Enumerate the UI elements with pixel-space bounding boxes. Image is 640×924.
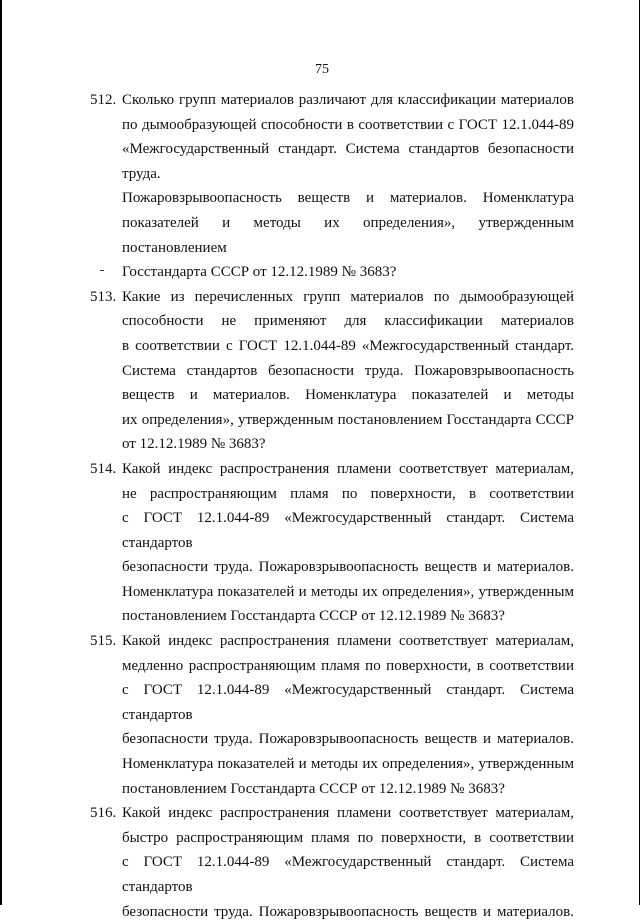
question-line: постановлением Госстандарта СССР от 12.12.1989 № 3683? bbox=[122, 780, 505, 797]
question-number: 514. bbox=[90, 460, 117, 477]
question-line: Система стандартов безопасности труда. Пожаровзрывоопасность bbox=[122, 362, 574, 379]
question-item bbox=[90, 457, 574, 629]
question-line: не распространяющим пламя по поверхности, в соответствии bbox=[122, 485, 574, 502]
question-line: веществ и материалов. Номенклатура показателей и методы bbox=[122, 387, 574, 404]
page-number: 75 bbox=[315, 62, 329, 77]
question-line: медленно распространяющим пламя по поверхности, в соответствии bbox=[122, 657, 574, 674]
question-line: «Межгосударственный стандарт. Система стандартов безопасности труда. bbox=[122, 141, 574, 182]
question-line: Номенклатура показателей и методы их определения», утвержденным bbox=[122, 756, 574, 773]
question-item bbox=[90, 801, 574, 924]
question-line: в соответствии с ГОСТ 12.1.044-89 «Межгосударственный стандарт. bbox=[122, 337, 574, 354]
question-item bbox=[90, 285, 574, 457]
question-line: с ГОСТ 12.1.044-89 «Межгосударственный стандарт. Система стандартов bbox=[122, 682, 574, 723]
question-line: Пожаровзрывоопасность веществ и материалов. Номенклатура bbox=[122, 190, 574, 207]
question-text bbox=[122, 629, 574, 801]
question-line: их определения», утвержденным постановлением Госстандарта СССР bbox=[122, 411, 574, 428]
question-text bbox=[122, 801, 574, 924]
question-number: 512. bbox=[90, 92, 117, 108]
question-text bbox=[122, 457, 574, 629]
question-list bbox=[90, 88, 574, 924]
question-line: с ГОСТ 12.1.044-89 «Межгосударственный стандарт. Система стандартов bbox=[122, 510, 574, 551]
question-line: Сколько групп материалов различают для классификации материалов bbox=[122, 92, 574, 108]
question-number: 515. bbox=[90, 633, 117, 650]
question-line: с ГОСТ 12.1.044-89 «Межгосударственный стандарт. Система стандартов bbox=[122, 854, 574, 895]
question-line: по дымообразующей способности в соответствии с ГОСТ 12.1.044-89 bbox=[122, 116, 574, 133]
question-line: показателей и методы их определения», утвержденным постановлением bbox=[122, 214, 574, 256]
question-line: Какой индекс распространения пламени соответствует материалам, bbox=[122, 633, 574, 650]
question-line: Какой индекс распространения пламени соответствует материалам, bbox=[122, 460, 574, 477]
question-line: постановлением Госстандарта СССР от 12.12.1989 № 3683? bbox=[122, 608, 505, 625]
question-text bbox=[122, 88, 574, 285]
question-number: 516. bbox=[90, 805, 117, 822]
question-line: Номенклатура показателей и методы их определения», утвержденным bbox=[122, 583, 574, 600]
question-line: от 12.12.1989 № 3683? bbox=[122, 436, 266, 453]
question-line: безопасности труда. Пожаровзрывоопасность веществ и материалов. bbox=[122, 731, 574, 748]
question-line: способности не применяют для классификации материалов bbox=[122, 313, 574, 330]
question-line: Госстандарта СССР от 12.12.1989 № 3683? bbox=[122, 264, 397, 281]
question-item bbox=[90, 88, 574, 285]
question-number: 513. bbox=[90, 288, 117, 305]
question-line: быстро распространяющим пламя по поверхности, в соответствии bbox=[122, 829, 574, 846]
question-line: безопасности труда. Пожаровзрывоопасность веществ и материалов. bbox=[122, 903, 574, 920]
question-text bbox=[122, 285, 574, 457]
question-line: Какие из перечисленных групп материалов по дымообразующей bbox=[122, 288, 574, 305]
question-line: Какой индекс распространения пламени соответствует материалам, bbox=[122, 805, 574, 822]
question-item bbox=[90, 629, 574, 801]
question-line: безопасности труда. Пожаровзрывоопасность веществ и материалов. bbox=[122, 559, 574, 576]
